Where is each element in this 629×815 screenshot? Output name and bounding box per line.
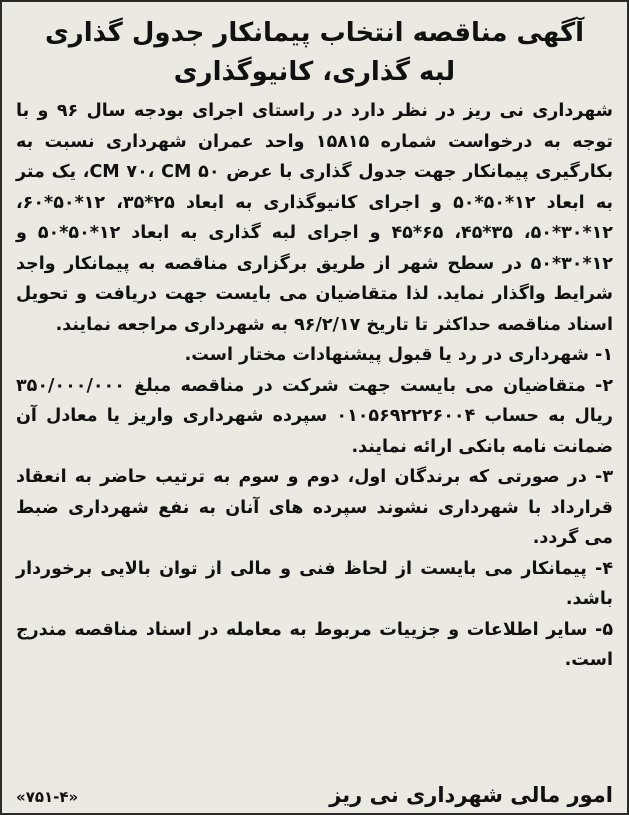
- reference-code: «۷۵۱-۴»: [16, 788, 79, 806]
- notice-item-5: ۵- سایر اطلاعات و جزییات مربوط به معامله در اسناد مناقصه مندرج است.: [16, 619, 613, 670]
- notice-subtitle: لبه گذاری، کانیوگذاری: [173, 57, 456, 87]
- notice-item-4: ۴- پیمانکار می بایست از لحاظ فنی و مالی از توان بالایی برخوردار باشد.: [16, 558, 613, 609]
- signature: امور مالی شهرداری نی ریز: [329, 783, 613, 807]
- notice-item-2: ۲- متقاضیان می بایست جهت شرکت در مناقصه مبلغ ۳۵۰/۰۰۰/۰۰۰ ریال به حساب ۰۱۰۵۶۹۲۲۲۶۰۰۴ سپرده شهرداری واریز یا معادل آن ضمانت نامه بانکی ارائه نمایند.: [16, 375, 613, 457]
- notice-footer: [16, 783, 613, 807]
- notice-body: شهرداری نی ریز در نظر دارد در راستای اجرای بودجه سال ۹۶ و با توجه به درخواست شماره ۱۵۸۱۵ واحد عمران شهرداری نسبت به بکارگیری پیمانکار جهت جدول گذاری با عرض CM ۷۰، CM ۵۰، یک متر به ابعاد ۱۲*۵۰*۵۰ و اجرای کانیوگذاری به ابعاد ۲۵*۳۵، ۱۲*۵۰*۶۰، ۱۲*۳۰*۵۰، ۳۵*۴۵، ۶۵*۴۵ و اجرای لبه گذاری به ابعاد ۱۲*۵۰*۵۰ و ۱۲*۳۰*۵۰ در سطح شهر از طریق برگزاری مناقصه به پیمانکار واجد شرایط واگذار نماید. لذا متقاضیان می بایست جهت دریافت و تحویل اسناد مناقصه حداکثر تا تاریخ ۹۶/۲/۱۷ به شهرداری مراجعه نمایند.: [16, 101, 614, 335]
- notice-title: آگهی مناقصه انتخاب پیمانکار جدول گذاری: [44, 18, 585, 48]
- notice-item-1: ۱- شهرداری در رد یا قبول پیشنهادات مختار است.: [184, 345, 613, 365]
- notice-item-3: ۳- در صورتی که برندگان اول، دوم و سوم به ترتیب حاضر به انعقاد قرارداد با شهرداری نشوند سپرده های آنان به نفع شهرداری ضبط می گردد.: [16, 467, 613, 548]
